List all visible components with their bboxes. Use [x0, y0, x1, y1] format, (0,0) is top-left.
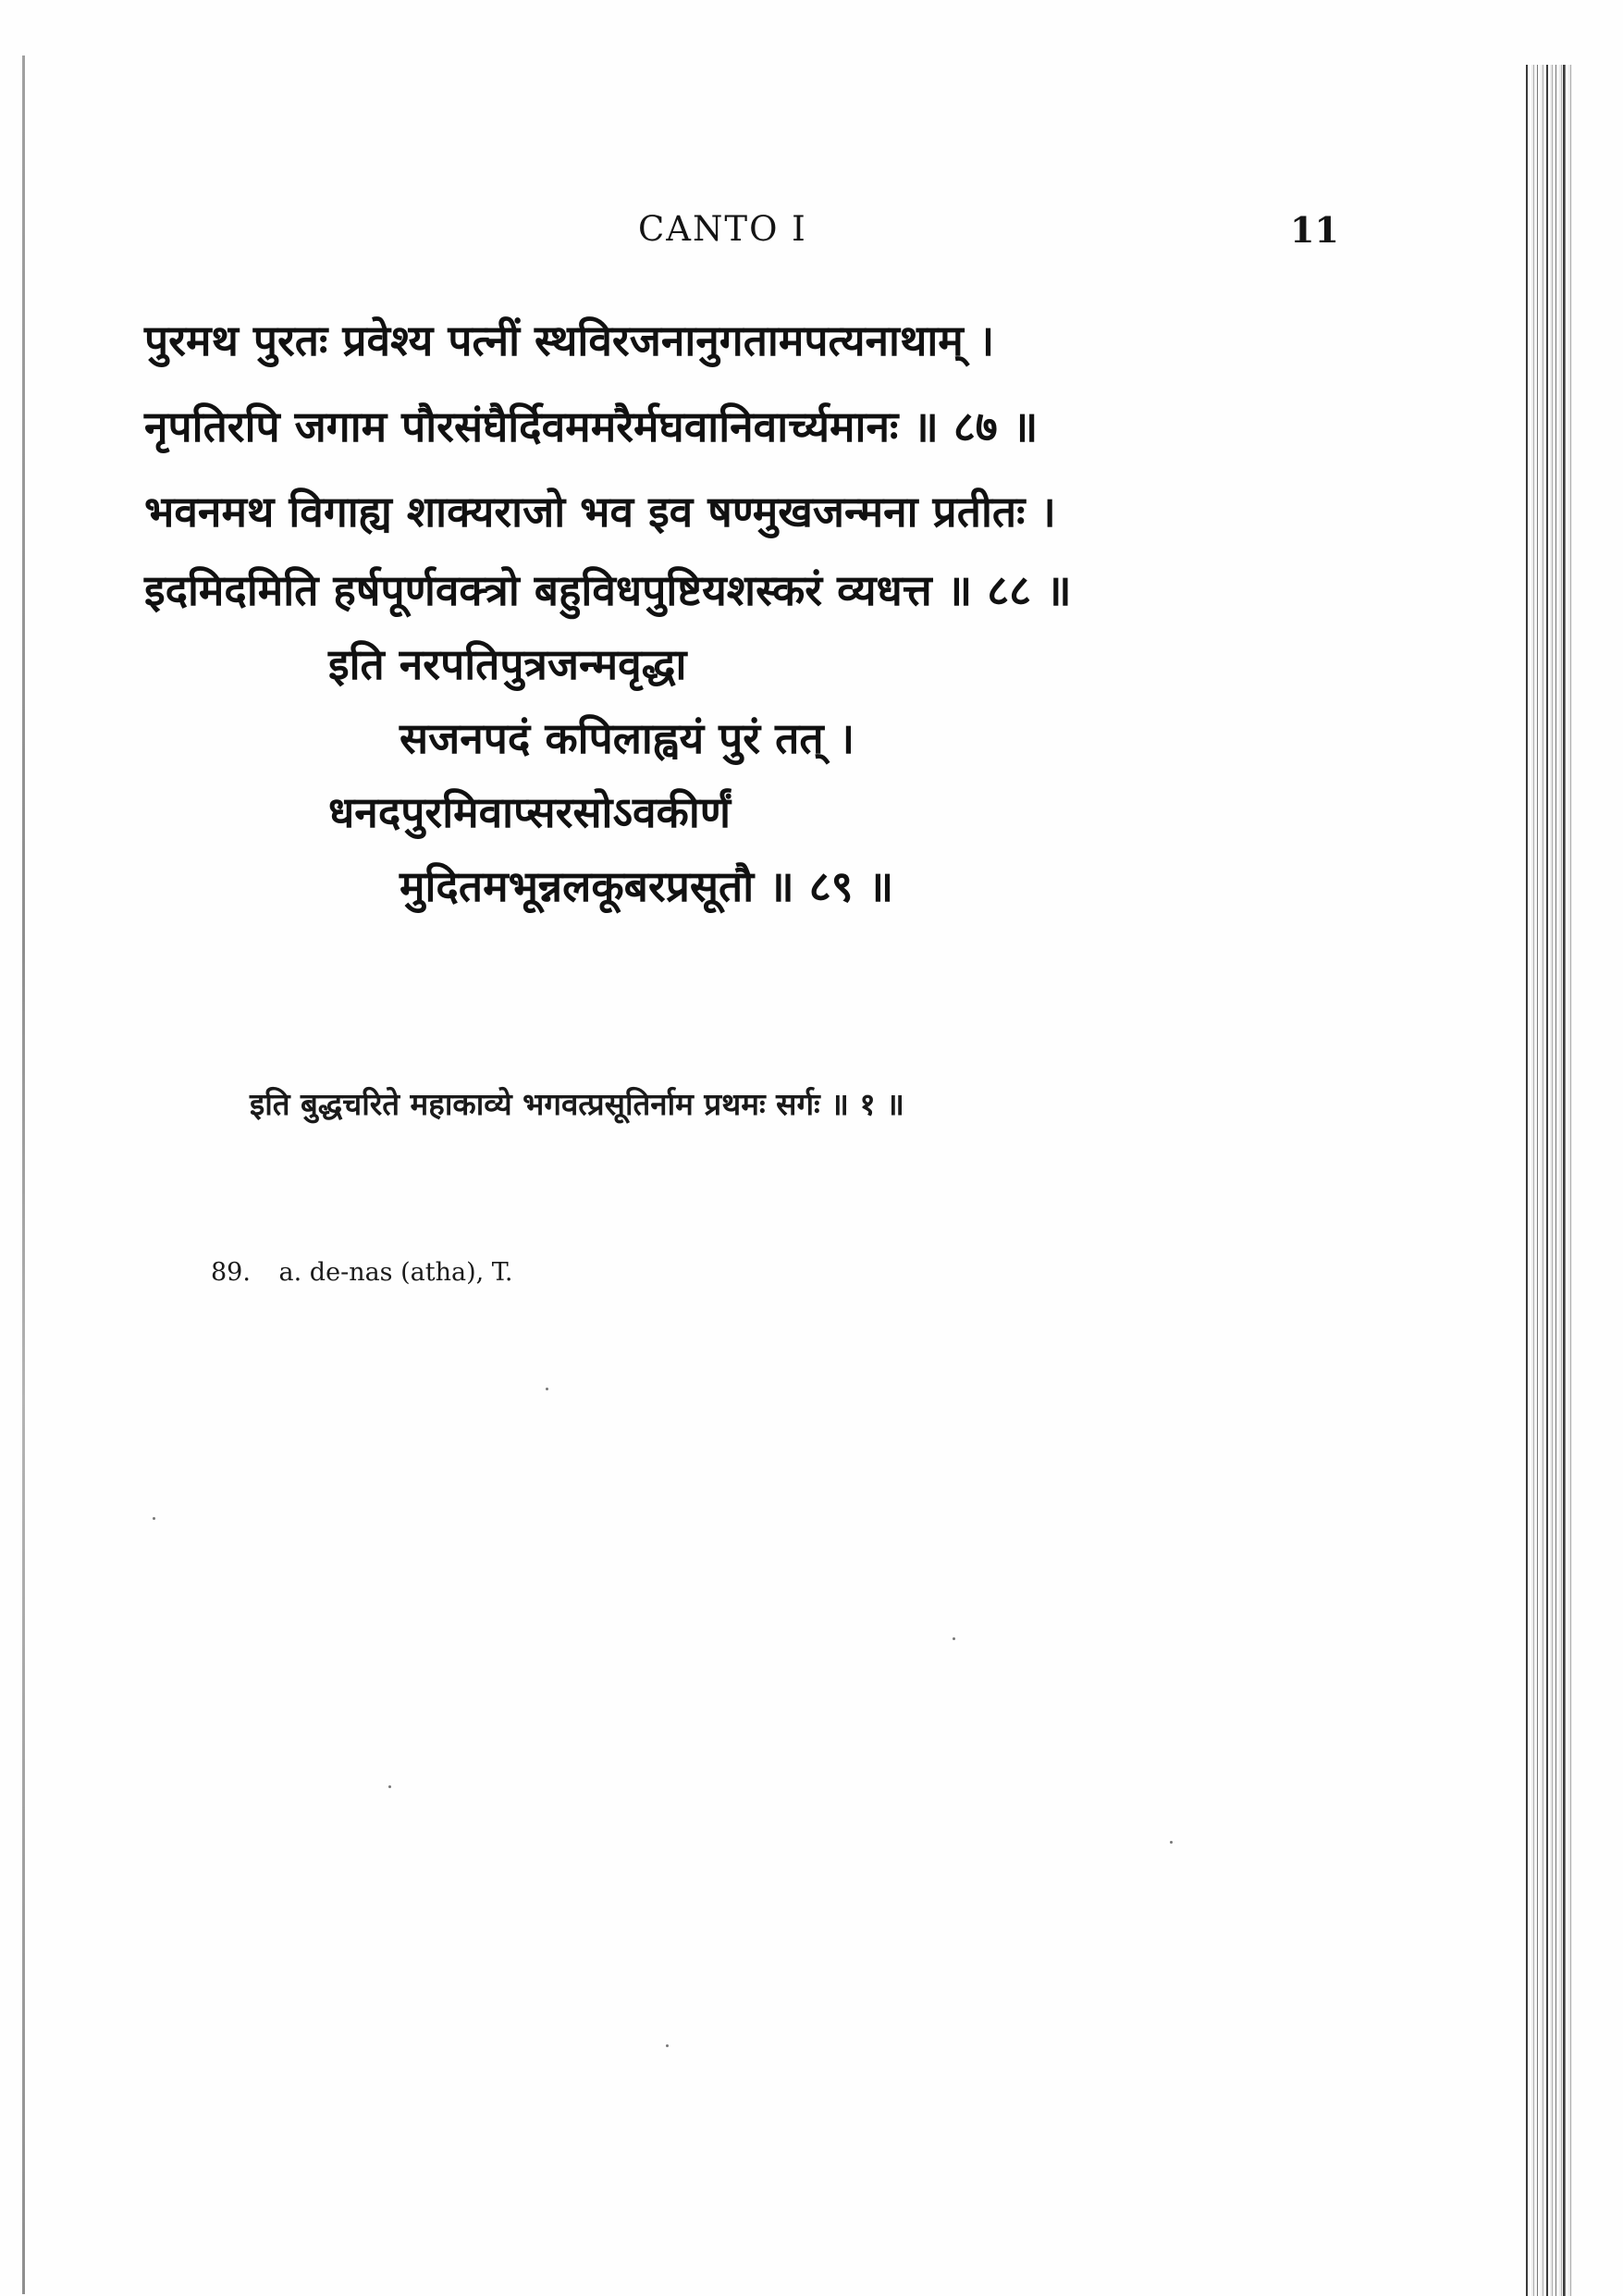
binding-line — [1526, 65, 1528, 2296]
footnote-number: 89. — [211, 1258, 251, 1287]
colophon: इति बुद्धचरिते महाकाव्ये भगवत्प्रसूतिर्नाम प्रथमः सर्गः ॥ १ ॥ — [250, 1086, 904, 1122]
paper-speck — [666, 2044, 669, 2047]
paper-speck — [388, 1785, 391, 1788]
binding-line — [1563, 65, 1565, 2296]
footnote-text: a. de-nas (atha), T. — [278, 1258, 513, 1287]
binding-line — [1546, 65, 1548, 2296]
running-head — [0, 209, 1623, 255]
verse-line: धनदपुरमिवाप्सरसोऽवकीर्णं — [328, 787, 732, 837]
paper-speck — [153, 1517, 155, 1520]
page-number: 11 — [1290, 209, 1339, 251]
verse-line: पुरमथ पुरतः प्रवेश्य पत्नीं स्थविरजनानुगतामपत्यनाथाम् । — [144, 315, 995, 365]
verse-line: इति नरपतिपुत्रजन्मवृद्धा — [328, 639, 687, 689]
verse-line: सजनपदं कपिलाह्वयं पुरं तत् । — [400, 713, 855, 763]
page-left-edge-shadow — [22, 56, 25, 2294]
paper-speck — [953, 1637, 955, 1640]
verse-line: इदमिदमिति हर्षपूर्णवक्त्रो बहुविधपुष्टियशस्करं व्यधत्त ॥ ८८ ॥ — [144, 565, 1072, 615]
footnote — [211, 1258, 512, 1287]
verse-line: नृपतिरपि जगाम पौरसंघैर्दिवममरैर्मघवानिवार्च्यमानः ॥ ८७ ॥ — [144, 401, 1039, 451]
verse-line: मुदितमभून्नलकूबरप्रसूतौ ॥ ८९ ॥ — [400, 861, 894, 911]
book-binding-edge — [1531, 65, 1572, 2296]
verse-line: भवनमथ विगाह्य शाक्यराजो भव इव षण्मुखजन्मना प्रतीतः । — [144, 487, 1056, 537]
paper-speck — [546, 1388, 548, 1390]
paper-speck — [1170, 1841, 1173, 1844]
canto-title: CANTO I — [638, 209, 807, 249]
